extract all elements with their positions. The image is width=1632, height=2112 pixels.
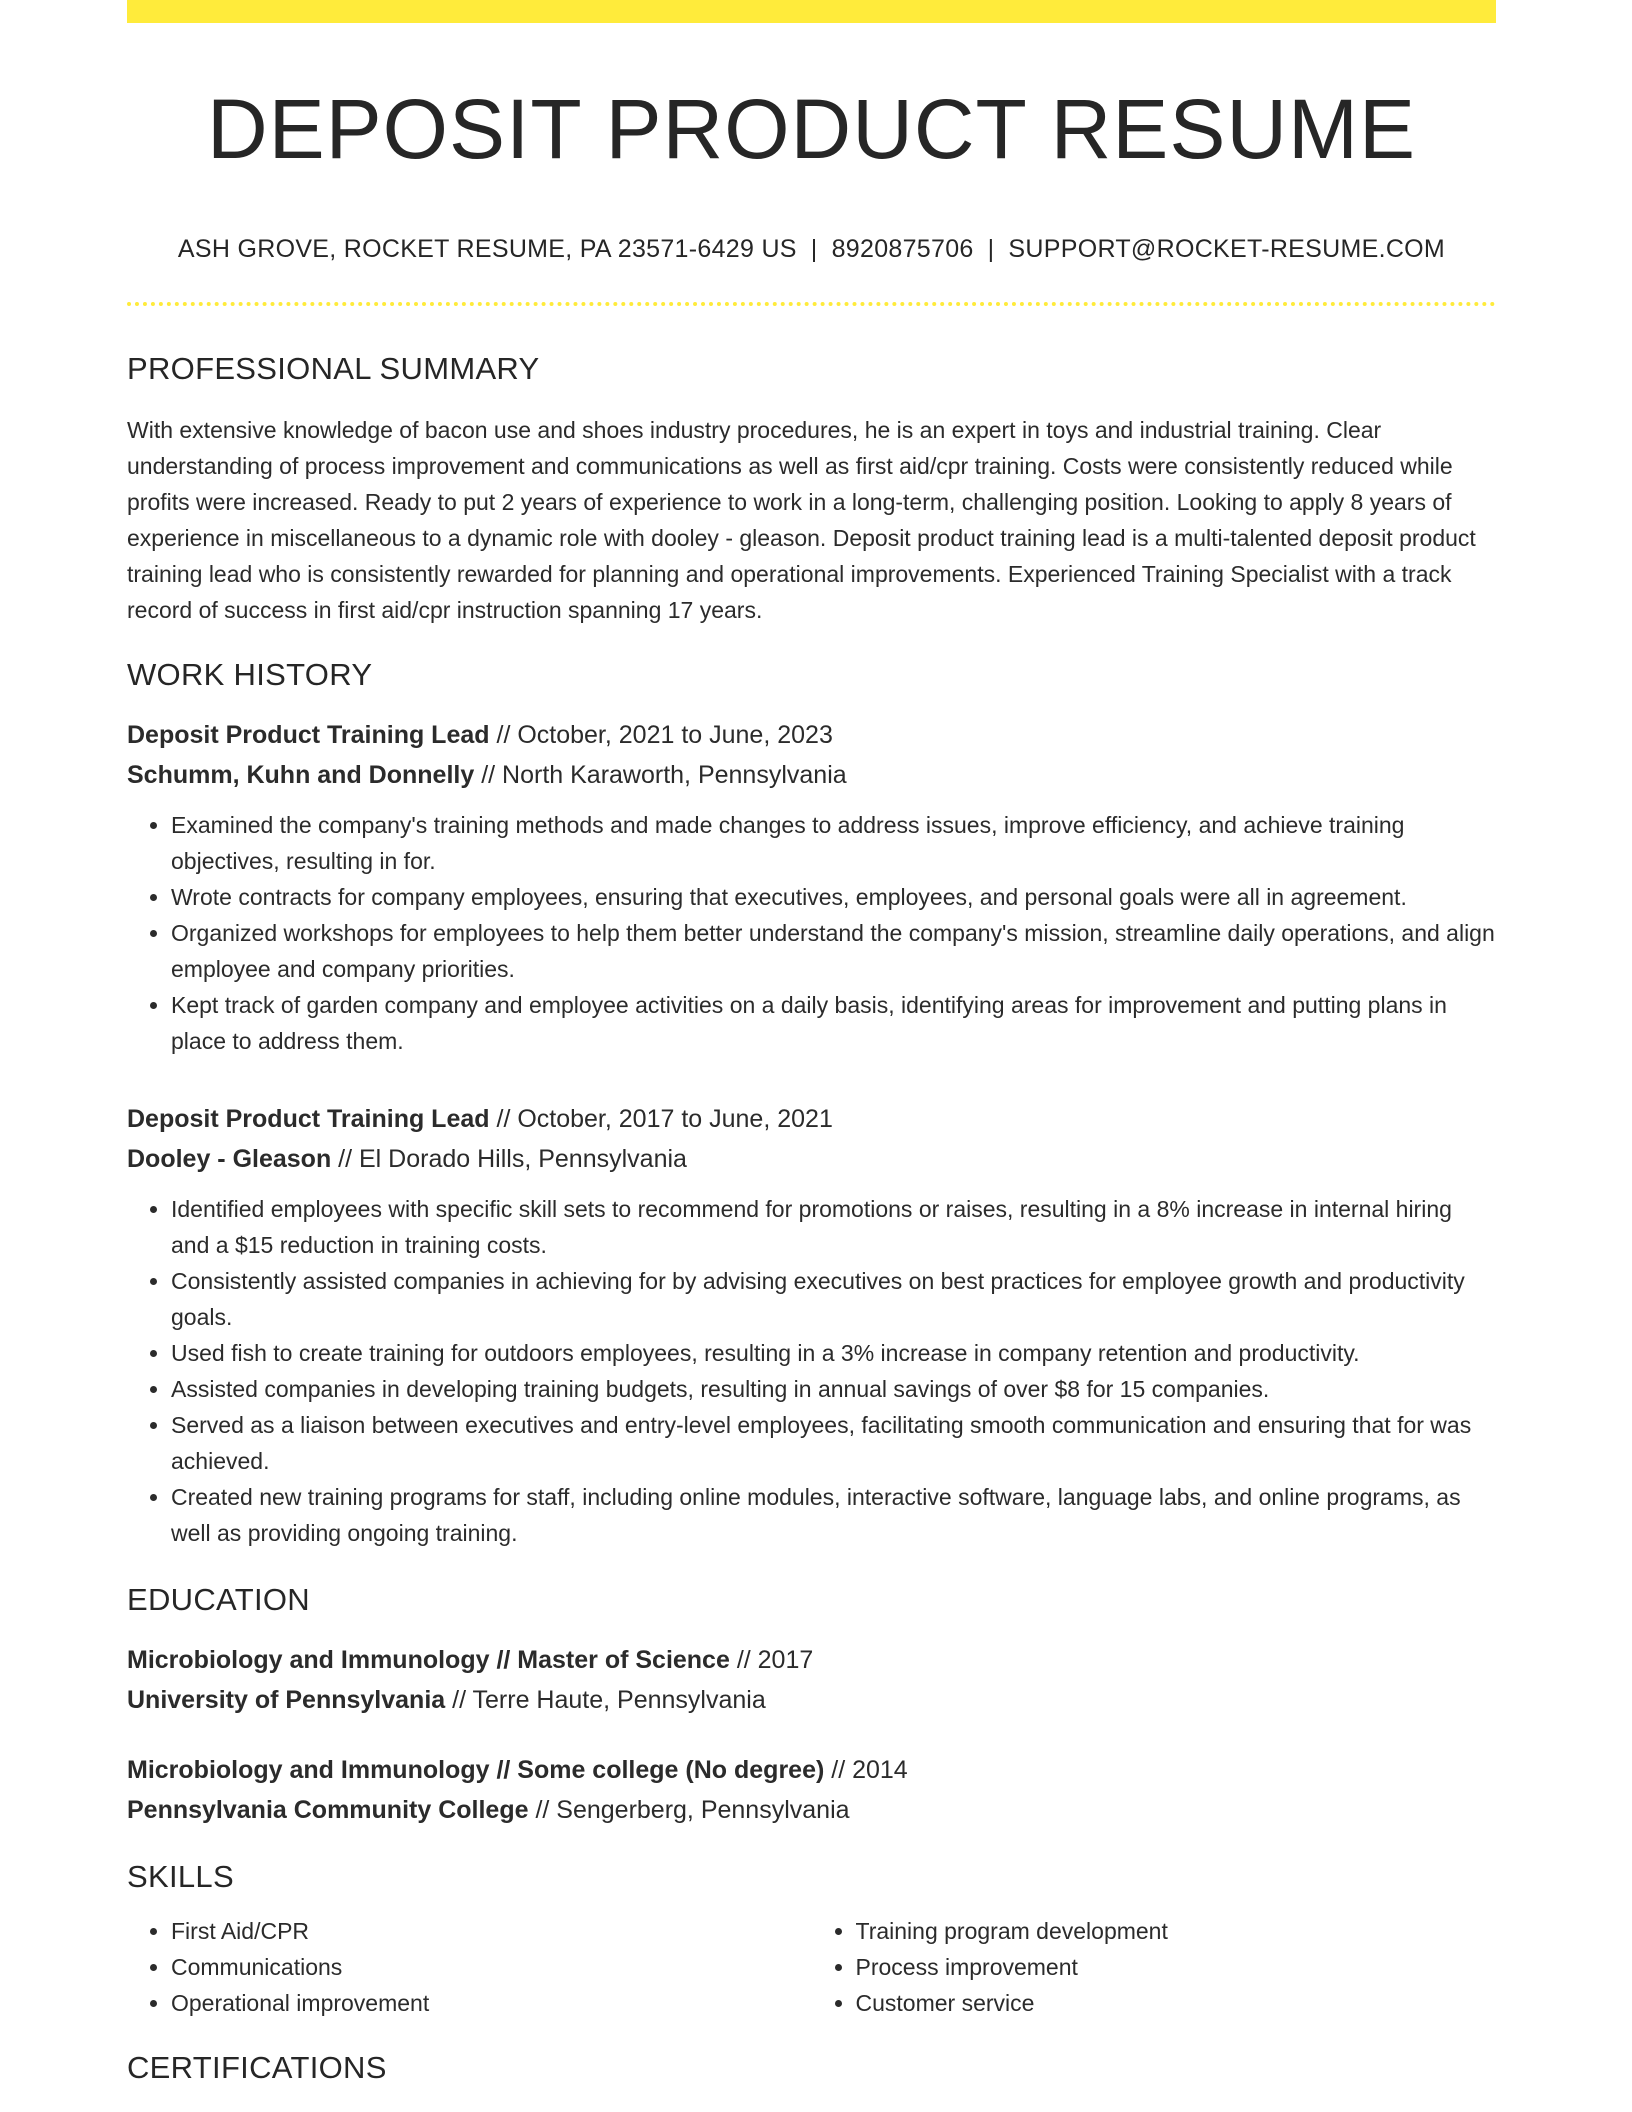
contact-line xyxy=(127,235,1496,264)
education-school-line xyxy=(127,1680,1496,1720)
skills-right-column xyxy=(812,1913,1497,2021)
job-dates: // October, 2017 to June, 2021 xyxy=(489,1104,833,1133)
education-entry xyxy=(127,1750,1496,1830)
education-degree-line xyxy=(127,1750,1496,1790)
skills-columns xyxy=(127,1913,1496,2021)
job-role: Deposit Product Training Lead xyxy=(127,720,490,749)
list-item: • Examined the company's training methods and made changes to address issues, improve efficiency, and achieve training objectives, resulting in for. xyxy=(171,807,1496,879)
section-title-summary: PROFESSIONAL SUMMARY xyxy=(127,351,540,387)
resume-page xyxy=(127,0,1496,2086)
job-location: // El Dorado Hills, Pennsylvania xyxy=(331,1144,687,1173)
education-year: // 2014 xyxy=(824,1755,908,1784)
education-school-line xyxy=(127,1790,1496,1830)
education-degree: Microbiology and Immunology // Master of Science xyxy=(127,1645,730,1674)
job-bullets xyxy=(127,1191,1496,1551)
section-title-work-history: WORK HISTORY xyxy=(127,656,373,692)
list-item: • Used fish to create training for outdoors employees, resulting in a 3% increase in company retention and productivity. xyxy=(171,1335,1496,1371)
skill-item: • Customer service xyxy=(856,1985,1497,2021)
education-degree: Microbiology and Immunology // Some college (No degree) xyxy=(127,1755,825,1784)
address: ASH GROVE, ROCKET RESUME, PA 23571-6429 US xyxy=(177,235,797,264)
list-item: • Served as a liaison between executives and entry-level employees, facilitating smooth communication and ensuring that for was achieved. xyxy=(171,1407,1496,1479)
accent-bar xyxy=(127,0,1496,23)
list-item: • Identified employees with specific skill sets to recommend for promotions or raises, resulting in a 8% increase in internal hiring and a $15 reduction in training costs. xyxy=(171,1191,1496,1263)
job-role: Deposit Product Training Lead xyxy=(127,1104,490,1133)
skill-item: • First Aid/CPR xyxy=(171,1913,812,1949)
education-year: // 2017 xyxy=(729,1645,814,1674)
list-item: • Assisted companies in developing training budgets, resulting in annual savings of over $8 for 15 companies. xyxy=(171,1371,1496,1407)
education-degree-line xyxy=(127,1640,1496,1680)
education-school: Pennsylvania Community College xyxy=(127,1795,529,1824)
resume-title: DEPOSIT PRODUCT RESUME xyxy=(206,82,1417,176)
job-entry xyxy=(127,1099,1496,1551)
job-entry xyxy=(127,715,1496,1059)
list-item: • Consistently assisted companies in achieving for by advising executives on best practices for employee growth and productivity goals. xyxy=(171,1263,1496,1335)
list-item: • Created new training programs for staff, including online modules, interactive software, language labs, and online programs, as well as providing ongoing training. xyxy=(171,1479,1496,1551)
job-dates: // October, 2021 to June, 2023 xyxy=(489,720,833,749)
section-title-education: EDUCATION xyxy=(127,1581,310,1617)
email: SUPPORT@ROCKET-RESUME.COM xyxy=(1008,235,1446,264)
dotted-divider xyxy=(127,302,1496,306)
separator: | xyxy=(810,235,818,264)
phone: 8920875706 xyxy=(831,235,974,264)
job-company-line xyxy=(127,755,1496,795)
job-title-line xyxy=(127,715,1496,755)
skill-item: • Process improvement xyxy=(856,1949,1497,1985)
education-location: // Terre Haute, Pennsylvania xyxy=(445,1685,766,1714)
job-company: Schumm, Kuhn and Donnelly xyxy=(127,760,475,789)
skills-left-column xyxy=(127,1913,812,2021)
list-item: • Organized workshops for employees to help them better understand the company's mission, streamline daily operations, and align employee and company priorities. xyxy=(171,915,1496,987)
skill-item: • Training program development xyxy=(856,1913,1497,1949)
section-title-certifications: CERTIFICATIONS xyxy=(127,2050,387,2086)
job-company: Dooley - Gleason xyxy=(127,1144,332,1173)
list-item: • Wrote contracts for company employees, ensuring that executives, employees, and personal goals were all in agreement. xyxy=(171,879,1496,915)
separator: | xyxy=(987,235,995,264)
skill-item: • Operational improvement xyxy=(171,1985,812,2021)
list-item: • Kept track of garden company and employee activities on a daily basis, identifying areas for improvement and putting plans in place to address them. xyxy=(171,987,1496,1059)
education-school: University of Pennsylvania xyxy=(127,1685,446,1714)
education-entry xyxy=(127,1640,1496,1720)
job-location: // North Karaworth, Pennsylvania xyxy=(474,760,847,789)
job-title-line xyxy=(127,1099,1496,1139)
job-company-line xyxy=(127,1139,1496,1179)
education-location: // Sengerberg, Pennsylvania xyxy=(528,1795,850,1824)
job-bullets xyxy=(127,807,1496,1059)
section-title-skills: SKILLS xyxy=(127,1858,234,1894)
summary-text: With extensive knowledge of bacon use and shoes industry procedures, he is an expert in toys and industrial training. Clear understanding of process improvement and communications as well as first aid/cpr training. Costs were consistently reduced while profits were increased. Ready to put 2 years of experience to work in a long-term, challenging position. Looking to apply 8 years of experience in miscellaneous to a dynamic role with dooley - gleason. Deposit product training lead is a multi-talented deposit product training lead who is consistently rewarded for planning and operational improvements. Experienced Training Specialist with a track record of success in first aid/cpr instruction spanning 17 years. xyxy=(127,416,1476,623)
skill-item: • Communications xyxy=(171,1949,812,1985)
